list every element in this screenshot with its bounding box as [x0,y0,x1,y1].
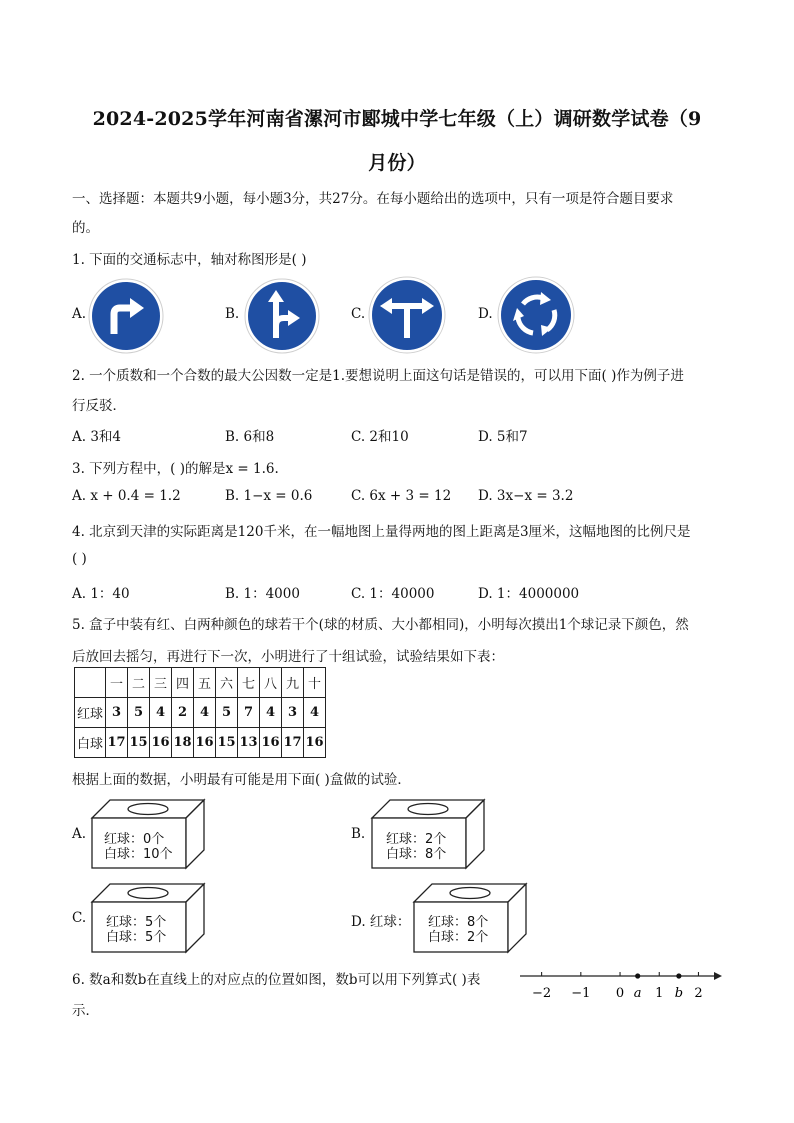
q5-stem-cont: 后放回去摇匀，再进行下一次，小明进行了十组试验，试验结果如下表： [72,649,504,665]
table-cell: 17 [106,728,128,758]
table-header-cell: 十 [304,668,326,698]
box-c-white-count: 白球：5个 [106,930,167,945]
table-header-cell: 三 [150,668,172,698]
number-line-arrow [714,972,722,980]
table-row-label: 红球 [75,698,106,728]
table-header-cell: 六 [216,668,238,698]
q2-option-b: B. 6和8 [225,429,275,445]
box-d-red-count: 红球：8个 [428,915,489,930]
results-table [74,667,326,758]
table-cell: 18 [172,728,194,758]
number-line-label: a [633,986,642,1001]
number-line-label: −2 [532,986,552,1001]
table-cell: 16 [304,728,326,758]
box-c-red-count: 红球：5个 [106,915,167,930]
table-cell: 4 [194,698,216,728]
q1-stem: 1. 下面的交通标志中，轴对称图形是( ) [72,252,307,268]
q2-option-d: D. 5和7 [478,429,528,445]
box-a-white-count: 白球：10个 [104,847,173,862]
table-header-cell: 四 [172,668,194,698]
q5-box-a-label: A. [72,826,87,842]
table-cell: 15 [216,728,238,758]
q5-box-c-label: C. [72,910,87,926]
q1-option-a-label: A. [72,306,87,322]
table-cell: 3 [106,698,128,728]
q6-stem: 6. 数a和数b在直线上的对应点的位置如图，数b可以用下列算式( )表 [72,972,481,988]
table-cell: 16 [260,728,282,758]
table-row [75,728,326,758]
table-cell: 7 [238,698,260,728]
q4-stem: 4. 北京到天津的实际距离是120千米，在一幅地图上量得两地的图上距离是3厘米，这幅地图的比例尺是 [72,524,691,540]
table-row-label: 白球 [75,728,106,758]
table-header-cell: 一 [106,668,128,698]
q3-option-a: A. x + 0.4 = 1.2 [72,488,181,504]
table-cell: 5 [216,698,238,728]
box-b-red-count: 红球：2个 [386,832,447,847]
table-cell: 4 [150,698,172,728]
box-d-white-count: 白球：2个 [428,930,489,945]
table-cell: 4 [260,698,282,728]
table-header-cell: 二 [128,668,150,698]
number-line-point-b [676,973,681,978]
table-cell: 15 [128,728,150,758]
table-cell: 2 [172,698,194,728]
q3-option-b: B. 1−x = 0.6 [225,488,313,504]
q4-option-a: A. 1：40 [72,586,130,602]
table-cell: 5 [128,698,150,728]
exam-title-line2: 月份） [368,152,426,174]
q4-option-d: D. 1：4000000 [478,586,580,602]
number-line-point-a [635,973,640,978]
q1-option-c-label: C. [351,306,366,322]
q1-option-b-label: B. [225,306,240,322]
q2-stem: 2. 一个质数和一个合数的最大公因数一定是1.要想说明上面这句话是错误的，可以用下面( )作为例子进 [72,368,684,384]
number-line-label: 2 [694,986,703,1001]
table-header-cell: 五 [194,668,216,698]
table-row [75,698,326,728]
roundabout-sign-icon [497,276,575,354]
q4-stem-cont: ( ) [72,551,87,567]
table-header-cell: 九 [282,668,304,698]
q6-stem-cont: 示． [72,1003,99,1019]
left-or-right-sign-icon [368,276,446,354]
q3-stem: 3. 下列方程中，( )的解是x = 1.6. [72,461,279,477]
section-heading-cont: 的。 [72,220,99,236]
table-cell: 4 [304,698,326,728]
number-line-label: b [674,986,684,1001]
box-a-red-count: 红球：0个 [104,832,165,847]
q3-option-d: D. 3x−x = 3.2 [478,488,574,504]
q5-stem: 5. 盒子中装有红、白两种颜色的球若干个(球的材质、大小都相同)，小明每次摸出1个球记录下颜色，然 [72,617,689,633]
q5-box-d-label: D. 红球： [351,914,411,930]
table-cell: 16 [194,728,216,758]
straight-or-right-sign-icon [244,278,320,354]
q5-question: 根据上面的数据，小明最有可能是用下面( )盒做的试验． [72,772,411,788]
q2-option-a: A. 3和4 [72,429,122,445]
number-line-label: 1 [655,986,664,1001]
q4-option-c: C. 1：40000 [351,586,435,602]
table-cell: 17 [282,728,304,758]
table-cell: 16 [150,728,172,758]
number-line-label: 0 [615,986,625,1001]
box-b-white-count: 白球：8个 [386,847,447,862]
number-line-label: −1 [571,986,591,1001]
table-header-cell: 七 [238,668,260,698]
q5-box-b-label: B. [351,826,366,842]
q2-stem-cont: 行反驳． [72,398,126,414]
exam-title-line1: 2024-2025学年河南省漯河市郾城中学七年级（上）调研数学试卷（9 [92,108,702,130]
q4-option-b: B. 1：4000 [225,586,300,602]
table-header-cell: 八 [260,668,282,698]
table-cell: 3 [282,698,304,728]
turn-right-sign-icon [88,278,164,354]
q3-option-c: C. 6x + 3 = 12 [351,488,452,504]
table-cell: 13 [238,728,260,758]
q1-option-d-label: D. [478,306,493,322]
table-header-cell [75,668,106,698]
q2-option-c: C. 2和10 [351,429,409,445]
section-heading: 一、选择题：本题共9小题，每小题3分，共27分。在每小题给出的选项中，只有一项是符合题目要求 [72,191,674,207]
number-line-diagram [516,962,728,1006]
